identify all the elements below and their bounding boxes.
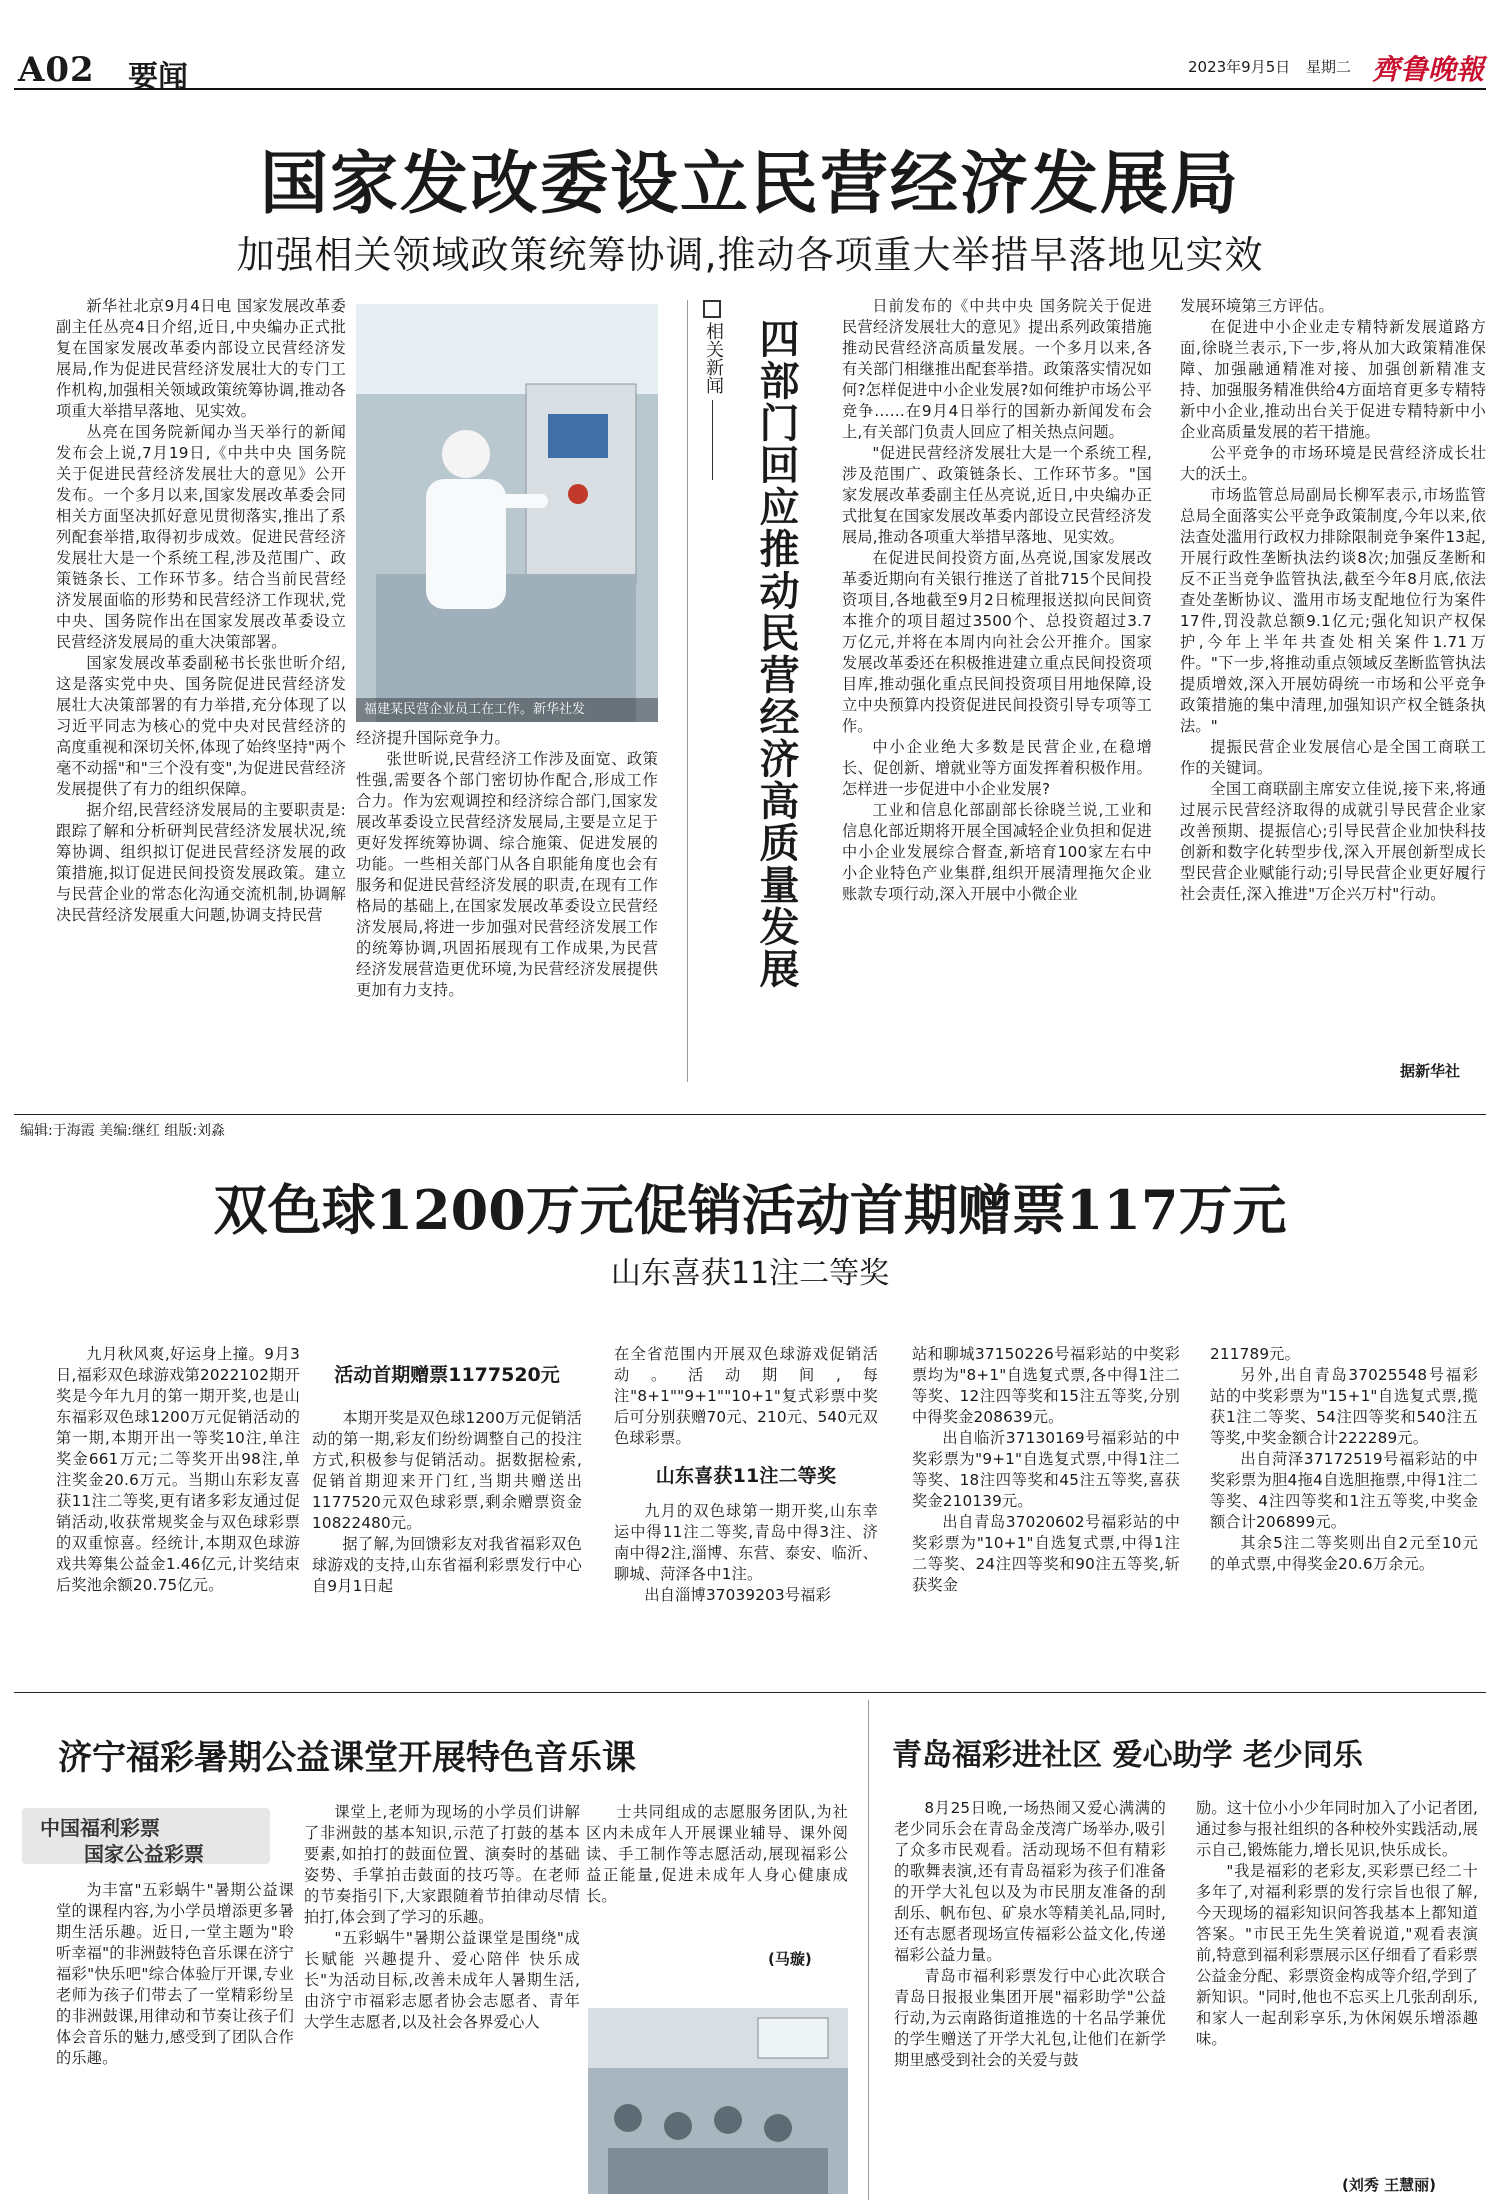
story2-subheadline: 山东喜获11注二等奖 bbox=[610, 1256, 890, 1291]
story1-column-3: 日前发布的《中共中央 国务院关于促进民营经济发展壮大的意见》提出系列政策措施推动民营经济高质量发展。一个多月以来,各有关部门相继推出配套举措。政策落实情况如何?怎样促进中小企业发展?如何维护市场公平竞争……在9月4日举行的国新办新闻发布会上,有关部门负责人回应了相关热点问题。 "促进民营经济发展壮大是一个系统工程,涉及范围广、政策链条长、工作环节多。"国家发展改革委副主任丛亮说,近日,中央编办正式批复在国家发展改革委内部设立民营经济发展局,推动各项重大举措早落地、见实效。 在促进民间投资方面,丛亮说,国家发展改革委近期向有关银行推送了首批715个民间投资项目,各地截至9月2日梳理报送拟向民间资本推介的项目超过3500个、总投资超过3.7万亿元,并将在本周内向社会公开推介。国家发展改革委还在积极推进建立重点民间投资项目库,推动强化重点民间投资项目用地保障,设立中央预算内投资促进民间投资引导专项等工作。 中小企业绝大多数是民营企业,在稳增长、促创新、增就业等方面发挥着积极作用。怎样进一步促进中小企业发展? 工业和信息化部副部长徐晓兰说,工业和信息化部近期将开展全国减轻企业负担和促进中小企业发展综合督查,新培育100家左右中小企业特色产业集群,组织开展清理拖欠企业账款专项行动,深入开展中小微企业 bbox=[842, 297, 1152, 903]
related-news-title: 四部门回应推动民营经济高质量发展 bbox=[753, 318, 800, 990]
story2-column-3-title: 山东喜获11注二等奖 bbox=[655, 1465, 837, 1487]
story3-headline: 济宁福彩暑期公益课堂开展特色音乐课 bbox=[58, 1738, 636, 1778]
story2-bottom-rule bbox=[14, 1692, 1486, 1693]
page-code: A02 bbox=[18, 50, 95, 90]
editor-credits: 编辑:于海霞 美编:继红 组版:刘淼 bbox=[20, 1123, 226, 1139]
story3-column-3: 士共同组成的志愿服务团队,为社区内未成年人开展课业辅导、课外阅读、手工制作等志愿活动,展现福彩公益正能量,促进未成年人身心健康成长。 bbox=[586, 1803, 848, 1905]
related-news-marker bbox=[703, 300, 721, 318]
story3-photo bbox=[588, 2008, 848, 2194]
story3-column-2: 课堂上,老师为现场的小学员们讲解了非洲鼓的基本知识,示范了打鼓的基本要素,如拍打的鼓面位置、演奏时的基础姿势、手掌拍击鼓面的技巧等。在老师的节奏指引下,大家跟随着节拍律动尽情拍打,体会到了学习的乐趣。 "五彩蜗牛"暑期公益课堂是围绕"成长赋能 兴趣提升、爱心陪伴 快乐成长"为活动目标,改善未成年人暑期生活,由济宁市福彩志愿者协会志愿者、青年大学生志愿者,以及社会各界爱心人 bbox=[304, 1803, 580, 2031]
story2-column-1: 九月秋风爽,好运身上撞。9月3日,福彩双色球游戏第2022102期开奖是今年九月的第一期开奖,也是山东福彩双色球1200万元促销活动的第一期,本期开出一等奖10注,单注奖金661万元;二等奖开出98注,单注奖金20.6万元。当期山东彩友喜获11注二等奖,更有诸多彩友通过促销活动,收获常规奖金与双色球彩票的双重惊喜。经统计,本期双色球游戏共筹集公益金1.46亿元,计奖结束后奖池余额20.75亿元。 bbox=[56, 1345, 300, 1594]
story3-column-1: 为丰富"五彩蜗牛"暑期公益课堂的课程内容,为小学员增添更多暑期生活乐趣。近日,一堂主题为"聆听幸福"的非洲鼓特色音乐课在济宁福彩"快乐吧"综合体验厅开课,专业老师为孩子们带去了一堂精彩纷呈的非洲鼓课,用律动和节奏让孩子们体会音乐的魅力,感受到了团队合作的乐趣。 bbox=[56, 1881, 294, 2067]
story2-column-2-title: 活动首期赠票1177520元 bbox=[334, 1364, 560, 1386]
related-news-divider bbox=[687, 300, 688, 1082]
logo-line-1: 中国福利彩票 bbox=[40, 1816, 160, 1840]
story2-column-4: 站和聊城37150226号福彩站的中奖彩票均为"8+1"自选复式票,各中得1注二等奖、12注四等奖和15注五等奖,分别中得奖金208639元。 出自临沂37130169号福彩站的中奖彩票为"9+1"自选复式票,中得1注二等奖、18注四等奖和45注五等奖,喜获奖金210139元。 出自青岛37020602号福彩站的中奖彩票为"10+1"自选复式票,中得1注二等奖、24注四等奖和90注五等奖,斩获奖金 bbox=[912, 1345, 1180, 1594]
issue-weekday: 星期二 bbox=[1306, 58, 1352, 76]
story3-story4-divider bbox=[868, 1700, 869, 2200]
story2-column-2: 本期开奖是双色球1200万元促销活动的第一期,彩友们纷纷调整自己的投注方式,积极参与促销活动。据数据检索,促销首期迎来开门红,当期共赠送出1177520元双色球彩票,剩余赠票资金10822480元。 据了解,为回馈彩友对我省福彩双色球游戏的支持,山东省福利彩票发行中心自9月1日起 bbox=[312, 1409, 582, 1595]
story2-headline: 双色球1200万元促销活动首期赠票117万元 bbox=[213, 1178, 1287, 1242]
story1-column-2: 经济提升国际竞争力。 张世昕说,民营经济工作涉及面宽、政策性强,需要各个部门密切协作配合,形成工作合力。作为宏观调控和经济综合部门,国家发展改革委设立民营经济发展局,主要是立足于更好发挥统筹协调、综合施策、促进发展的功能。一些相关部门从各自职能角度也会有服务和促进民营经济发展的职责,在现有工作格局的基础上,在国家发展改革委设立民营经济发展局,将进一步加强对民营经济发展工作的统筹协调,巩固拓展现有工作成果,为民营经济发展营造更优环境,为民营经济发展提供更加有力支持。 bbox=[356, 729, 658, 999]
related-news-label: 相关新闻 bbox=[700, 300, 724, 480]
story4-headline: 青岛福彩进社区 爱心助学 老少同乐 bbox=[892, 1738, 1363, 1773]
section-label: 要闻 bbox=[128, 60, 188, 95]
worker-illustration bbox=[356, 304, 658, 722]
story1-column-4: 发展环境第三方评估。 在促进中小企业走专精特新发展道路方面,徐晓兰表示,下一步,将从加大政策精准保障、加强融通精准对接、加强创新精准支持、加强服务精准供给4方面培育更多专精特新中小企业,推动出台关于促进专精特新中小企业高质量发展的若干措施。 公平竞争的市场环境是民营经济成长壮大的沃土。 市场监管总局副局长柳军表示,市场监管总局全面落实公平竞争政策制度,今年以来,依法查处滥用行政权力排除限制竞争案件13起,开展行政性垄断执法约谈8次;加强反垄断和反不正当竞争监管执法,截至今年8月底,依法查处垄断协议、滥用市场支配地位行为案件17件,罚没款总额9.1亿元;强化知识产权保护,今年上半年共查处相关案件1.71万件。"下一步,将推动重点领域反垄断监管执法提质增效,深入开展妨碍统一市场和公平竞争政策措施的集中清理,加强知识产权全链条执法。" 提振民营企业发展信心是全国工商联工作的关键词。 全国工商联副主席安立佳说,接下来,将通过展示民营经济取得的成就引导民营企业家改善预期、提振信心;引导民营企业加快科技创新和数字化转型步伐,深入开展创新型成长型民营企业赋能行动;引导民营企业更好履行社会责任,深入推进"万企兴万村"行动。 bbox=[1180, 297, 1486, 903]
story1-photo-caption: 福建某民营企业员工在工作。新华社发 bbox=[356, 698, 658, 722]
story1-bottom-rule bbox=[14, 1114, 1486, 1115]
story4-column-1: 8月25日晚,一场热闹又爱心满满的老少同乐会在青岛金茂湾广场举办,吸引了众多市民观看。活动现场不但有精彩的歌舞表演,还有青岛福彩为孩子们准备的开学大礼包以及为市民朋友准备的刮刮乐、帆布包、矿泉水等精美礼品,同时,还有志愿者现场宣传福彩公益文化,传递福彩公益力量。 青岛市福利彩票发行中心此次联合青岛日报报业集团开展"福彩助学"公益行动,为云南路街道推选的十名品学兼优的学生赠送了开学大礼包,让他们在新学期里感受到社会的关爱与鼓 bbox=[894, 1799, 1166, 2069]
issue-date: 2023年9月5日 bbox=[1188, 58, 1291, 76]
story1-headline: 国家发改委设立民营经济发展局 bbox=[259, 144, 1240, 224]
classroom-illustration bbox=[588, 2008, 848, 2194]
story1-photo bbox=[356, 304, 658, 722]
story4-column-2: 励。这十位小小少年同时加入了小记者团,通过参与报社组织的各种校外实践活动,展示自己,锻炼能力,增长见识,快乐成长。 "我是福彩的老彩友,买彩票已经二十多年了,对福利彩票的发行宗旨也很了解,今天现场的福彩知识问答我基本上都知道答案。"市民王先生笑着说道,"观看表演前,特意到福利彩票展示区仔细看了看彩票公益金分配、彩票资金构成等介绍,学到了新知识。"同时,他也不忘买上几张刮刮乐,和家人一起刮彩享乐,为休闲娱乐增添趣味。 bbox=[1196, 1799, 1478, 2048]
story4-byline: (刘秀 王慧丽) bbox=[1342, 2176, 1436, 2194]
newspaper-logo: 齊鲁晚報 bbox=[1372, 53, 1485, 86]
story1-column-1: 新华社北京9月4日电 国家发展改革委副主任丛亮4日介绍,近日,中央编办正式批复在国家发展改革委内部设立民营经济发展局,作为促进民营经济发展壮大的专门工作机构,加强相关领域政策统筹协调,推动各项重大举措早落地、见实效。 丛亮在国务院新闻办当天举行的新闻发布会上说,7月19日,《中共中央 国务院关于促进民营经济发展壮大的意见》公开发布。一个多月以来,国家发展改革委会同相关方面坚决抓好意见贯彻落实,推出了系列配套举措,取得初步成效。促进民营经济发展壮大是一个系统工程,涉及范围广、政策链条长、工作环节多。结合当前民营经济发展面临的形势和民营经济工作现状,党中央、国务院作出在国家发展改革委设立民营经济发展局的重大决策部署。 国家发展改革委副秘书长张世昕介绍,这是落实党中央、国务院促进民营经济发展壮大决策部署的有力举措,充分体现了以习近平同志为核心的党中央对民营经济的高度重视和深切关怀,体现了始终坚持"两个毫不动摇"和"三个没有变",为促进民营经济发展提供了有力的组织保障。 据介绍,民营经济发展局的主要职责是:跟踪了解和分析研判民营经济发展状况,统筹协调、组织拟订促进民营经济发展的政策措施,拟订促进民间投资发展政策。建立与民营企业的常态化沟通交流机制,协调解决民营经济发展重大问题,协调支持民营 bbox=[56, 297, 346, 924]
story3-byline: (马璇) bbox=[768, 1950, 812, 1968]
story1-source: 据新华社 bbox=[1400, 1062, 1461, 1080]
story2-column-3: 在全省范围内开展双色球游戏促销活动。活动期间,每注"8+1""9+1""10+1"复式彩票中奖后可分别获赠70元、210元、540元双色球彩票。 山东喜获11注二等奖 九月的双色球第一期开奖,山东幸运中得11注二等奖,青岛中得3注、济南中得2注,淄博、东营、泰安、临沂、聊城、菏泽各中1注。 出自淄博37039203号福彩 bbox=[614, 1345, 878, 1604]
header-rule bbox=[14, 88, 1486, 90]
story1-subheadline: 加强相关领域政策统筹协调,推动各项重大举措早落地见实效 bbox=[236, 233, 1264, 277]
story2-column-5: 211789元。 另外,出自青岛37025548号福彩站的中奖彩票为"15+1"自选复式票,揽获1注二等奖、54注四等奖和540注五等奖,中奖金额合计222289元。 出自菏泽37172519号福彩站的中奖彩票为胆4拖4自选胆拖票,中得1注二等奖、4注四等奖和1注五等奖,中奖金额合计206899元。 其余5注二等奖则出自2元至10元的单式票,中得奖金20.6万余元。 bbox=[1210, 1345, 1478, 1573]
welfare-lottery-logo bbox=[22, 1808, 270, 1864]
related-news-rule bbox=[712, 400, 713, 480]
logo-line-2: 国家公益彩票 bbox=[84, 1842, 204, 1866]
